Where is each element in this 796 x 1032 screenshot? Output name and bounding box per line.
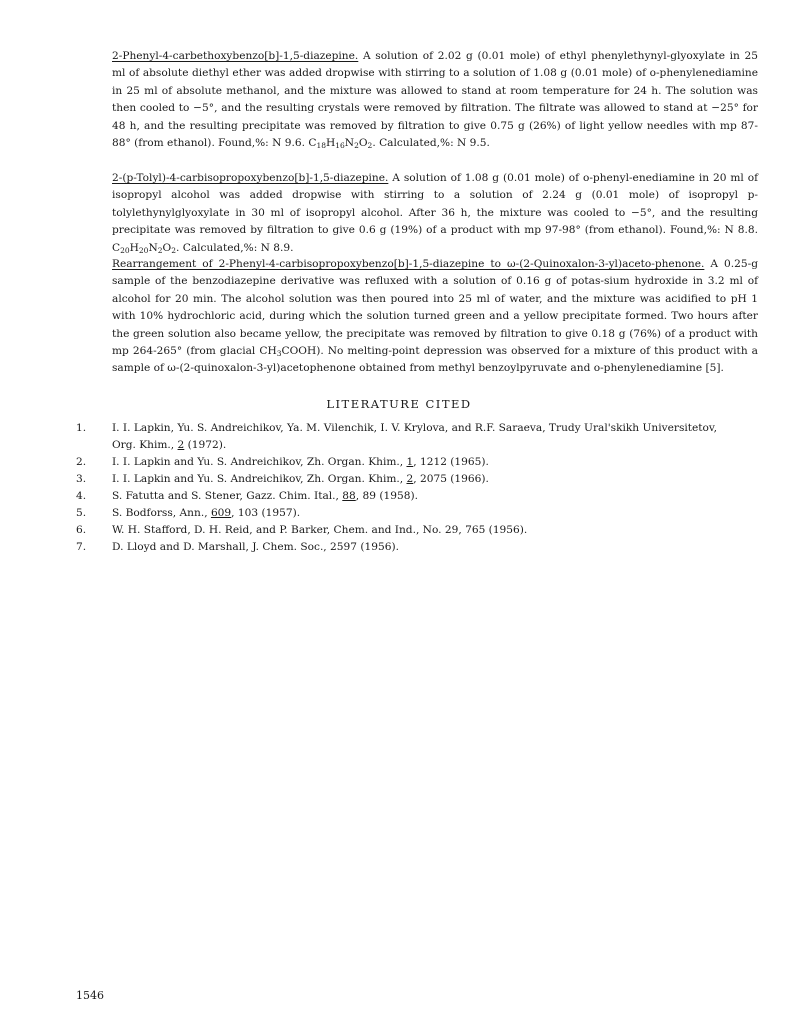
reference-number: 3. (76, 473, 87, 485)
reference-text: W. H. Stafford, D. H. Reid, and P. Barker, Chem. and Ind., No. 29, 765 (1956). (112, 524, 528, 536)
paragraph-tail: ). No melting-point depression was observed for a mixture of this product with a sample of ω-(2-quinoxalon-3-yl)acetophenone obtained from methyl benzoylpyruvate and o-phenylenediamine [5]. (112, 345, 758, 375)
compound-title: 2-Phenyl-4-carbethoxybenzo[b]-1,5-diazepine. (112, 50, 359, 62)
reference-item (76, 539, 722, 556)
reference-text: S. Bodforss, Ann., 609, 103 (1957). (112, 507, 301, 519)
reference-text: I. I. Lapkin and Yu. S. Andreichikov, Zh. Organ. Khim., 2, 2075 (1966). (112, 473, 489, 485)
paragraph-rearrangement (76, 256, 758, 378)
reference-item (76, 454, 722, 471)
paragraph-tolyl-carbisopropoxy (76, 170, 758, 257)
molecular-formula: $C_{18}H_{16}N_2O_2$ (308, 137, 373, 151)
molecular-formula: $C_{20}H_{20}N_2O_2$ (112, 241, 176, 255)
reference-number: 1. (76, 422, 87, 434)
reference-list (76, 420, 722, 556)
reference-item (76, 505, 722, 522)
reference-text: D. Lloyd and D. Marshall, J. Chem. Soc., 2597 (1956). (112, 541, 399, 553)
reference-number: 6. (76, 524, 87, 536)
reference-number: 2. (76, 456, 87, 468)
reference-number: 7. (76, 541, 87, 553)
reference-text: I. I. Lapkin and Yu. S. Andreichikov, Zh. Organ. Khim., 1, 1212 (1965). (112, 456, 489, 468)
formula-remainder: COOH (281, 345, 317, 358)
formula-subscript: 3 (276, 349, 282, 359)
paragraph-body: A solution of 2.02 g (0.01 mole) of ethyl phenylethynyl-glyoxylate in 25 ml of absolute diethyl ether was added dropwise with stirring to a solution of 1.08 g (0.01 mole) of o-phenylenediamine in 25 ml of absolute methanol, and the mixture was allowed to stand at room temperature for 24 h. The solution was then cooled to −5°, and the resulting crystals were removed by filtration. The filtrate was allowed to stand at −25° for 48 h, and the resulting precipitate was removed by filtration to give 0.75 g (26%) of light yellow needles with mp 87-88° (from ethanol). Found,%: N 9.6. (112, 50, 758, 150)
reference-text: I. I. Lapkin, Yu. S. Andreichikov, Ya. M. Vilenchik, I. V. Krylova, and R.F. Saraeva, Trudy Ural'skikh Universitetov, Org. Khim., 2 (1972). (112, 422, 718, 451)
reference-number: 4. (76, 490, 87, 502)
page-number: 1546 (76, 989, 104, 1002)
literature-cited-heading: LITERATURE CITED (326, 397, 472, 411)
reference-number: 5. (76, 507, 87, 519)
compound-title: 2-(p-Tolyl)-4-carbisopropoxybenzo[b]-1,5-diazepine. (112, 172, 389, 184)
paragraph-phenyl-carbethoxy (76, 48, 758, 152)
compound-title: Rearrangement of 2-Phenyl-4-carbisopropoxybenzo[b]-1,5-diazepine to ω-(2-Quinoxalon-3-yl)aceto-phenone. (112, 258, 705, 270)
reference-text: S. Fatutta and S. Stener, Gazz. Chim. Ital., 88, 89 (1958). (112, 490, 418, 502)
reference-item (76, 522, 722, 539)
reference-item (76, 488, 722, 505)
paragraph-body: A 0.25-g sample of the benzodiazepine derivative was refluxed with a solution of 0.16 g of potas-sium hydroxide in 3.2 ml of alcohol for 20 min. The alcohol solution was then poured into 25 ml of water, and the mixture was acidified to pH 1 with 10% hydrochloric acid, during which the solution turned green and a yellow precipitate formed. Two hours after the green solution also became yellow, the precipitate was removed by filtration to give 0.18 g (76%) of a product with mp 264-265° (from glacial CH (112, 258, 758, 358)
paragraph-tail: . Calculated,%: N 9.5. (372, 137, 490, 150)
paragraph-tail: . Calculated,%: N 8.9. (175, 241, 294, 254)
reference-item (76, 420, 722, 454)
reference-item (76, 471, 722, 488)
paragraph-body: A solution of 1.08 g (0.01 mole) of o-phenyl-enediamine in 20 ml of isopropyl alcohol was added dropwise with stirring to a solution of 2.24 g (0.01 mole) of isopropyl p-tolylethynylglyoxylate in 30 ml of isopropyl alcohol. After 36 h, the mixture was cooled to −5°, and the resulting precipitate was removed by filtration to give 0.6 g (19%) of a product with mp 97-98° (from ethanol). Found,%: N 8.8. (112, 172, 758, 237)
